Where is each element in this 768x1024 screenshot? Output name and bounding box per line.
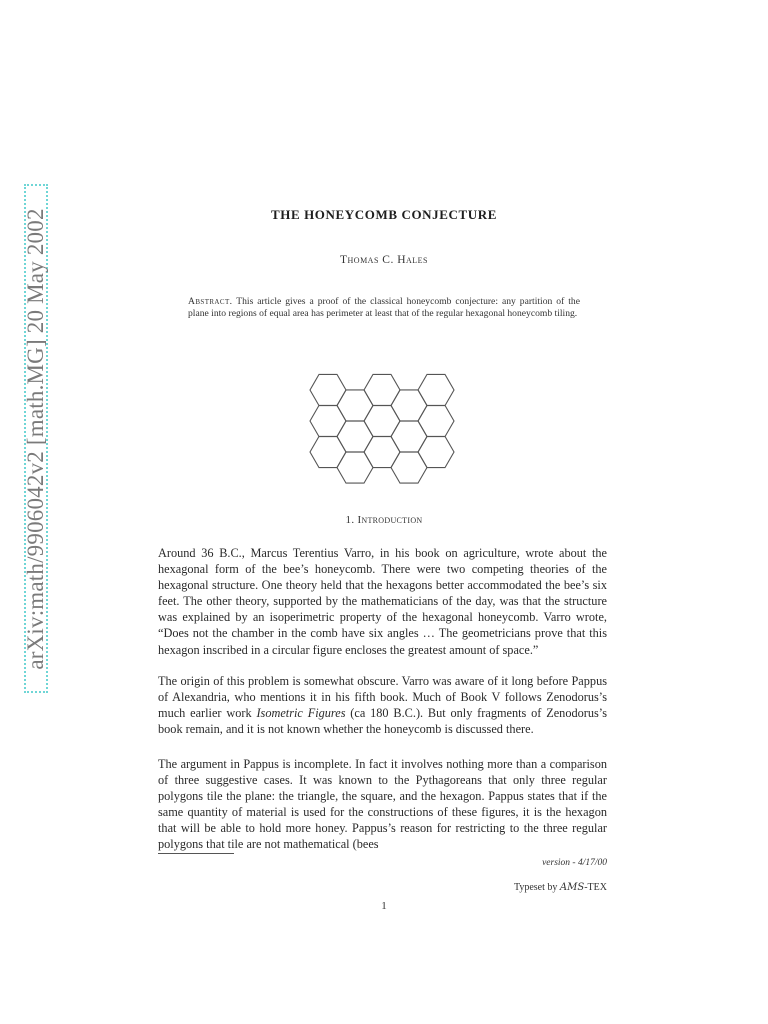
- honeycomb-tiling-icon: [300, 365, 470, 495]
- paper-title: THE HONEYCOMB CONJECTURE: [270, 207, 498, 222]
- section-title: Introduction: [357, 514, 423, 526]
- footnote-rule: [158, 853, 234, 854]
- typeset-prefix: Typeset by: [513, 882, 560, 893]
- paragraph-3: The argument in Pappus is incomplete. In fact it involves nothing more than a comparison of three suggestive cases. It was known to the Pythagoreans that only three regular polygons tile the plane: the triangle, the square, and the hexagon. Pappus states that if the same quantity of material is used for the constructions of these figures, it is the hexagon that will be able to hold more honey. Pappus’s reason for restricting to the three regular polygons that tile are not mathematical (bees: [158, 757, 607, 852]
- honeycomb-figure: [300, 365, 470, 495]
- section-number: 1.: [345, 514, 355, 526]
- abstract: [188, 296, 580, 321]
- section-heading-introduction: [0, 514, 768, 526]
- paragraph-2-text-b: (ca 180 B.C.). But only fragments of Zenodorus’s book remain, and it is not known whether the honeycomb is discussed there.: [158, 706, 608, 737]
- arxiv-identifier: arXiv:math/9906042v2 [math.MG] 20 May 2002: [23, 207, 48, 670]
- ams-logo: AMS: [559, 882, 585, 893]
- book-title-isometric-figures: Isometric Figures: [256, 706, 346, 721]
- paragraph-1: Around 36 B.C., Marcus Terentius Varro, in his book on agriculture, wrote about the hexagonal form of the bee’s honeycomb. There were two competing theories of the hexagonal structure. One theory held that the hexagons better accommodated the bee’s six feet. The other theory, supported by the mathematicians of the day, was that the structure was explained by an isoperimetric property of the hexagonal honeycomb. Varro wrote, “Does not the chamber in the comb have six angles … The geometricians prove that this hexagon inscribed in a circular figure encloses the greatest amount of space.”: [158, 546, 607, 657]
- paragraph-2: [158, 673, 607, 737]
- tex-logo: -TEX: [584, 882, 607, 893]
- paragraph-2-text-a: The origin of this problem is somewhat obscure. Varro was aware of it long before Pappus of Alexandria, who mentions it in his fifth book. Much of Book V follows Zenodorus’s much earlier work: [158, 674, 607, 721]
- paper-author: Thomas C. Hales: [339, 254, 429, 266]
- page-number: 1: [381, 900, 387, 912]
- abstract-text: This article gives a proof of the classical honeycomb conjecture: any partition of the plane into regions of equal area has perimeter at least that of the regular hexagonal honeycomb tiling.: [188, 296, 580, 320]
- typeset-note: [514, 882, 607, 893]
- abstract-label: Abstract.: [188, 296, 233, 307]
- version-note: version - 4/17/00: [542, 858, 607, 868]
